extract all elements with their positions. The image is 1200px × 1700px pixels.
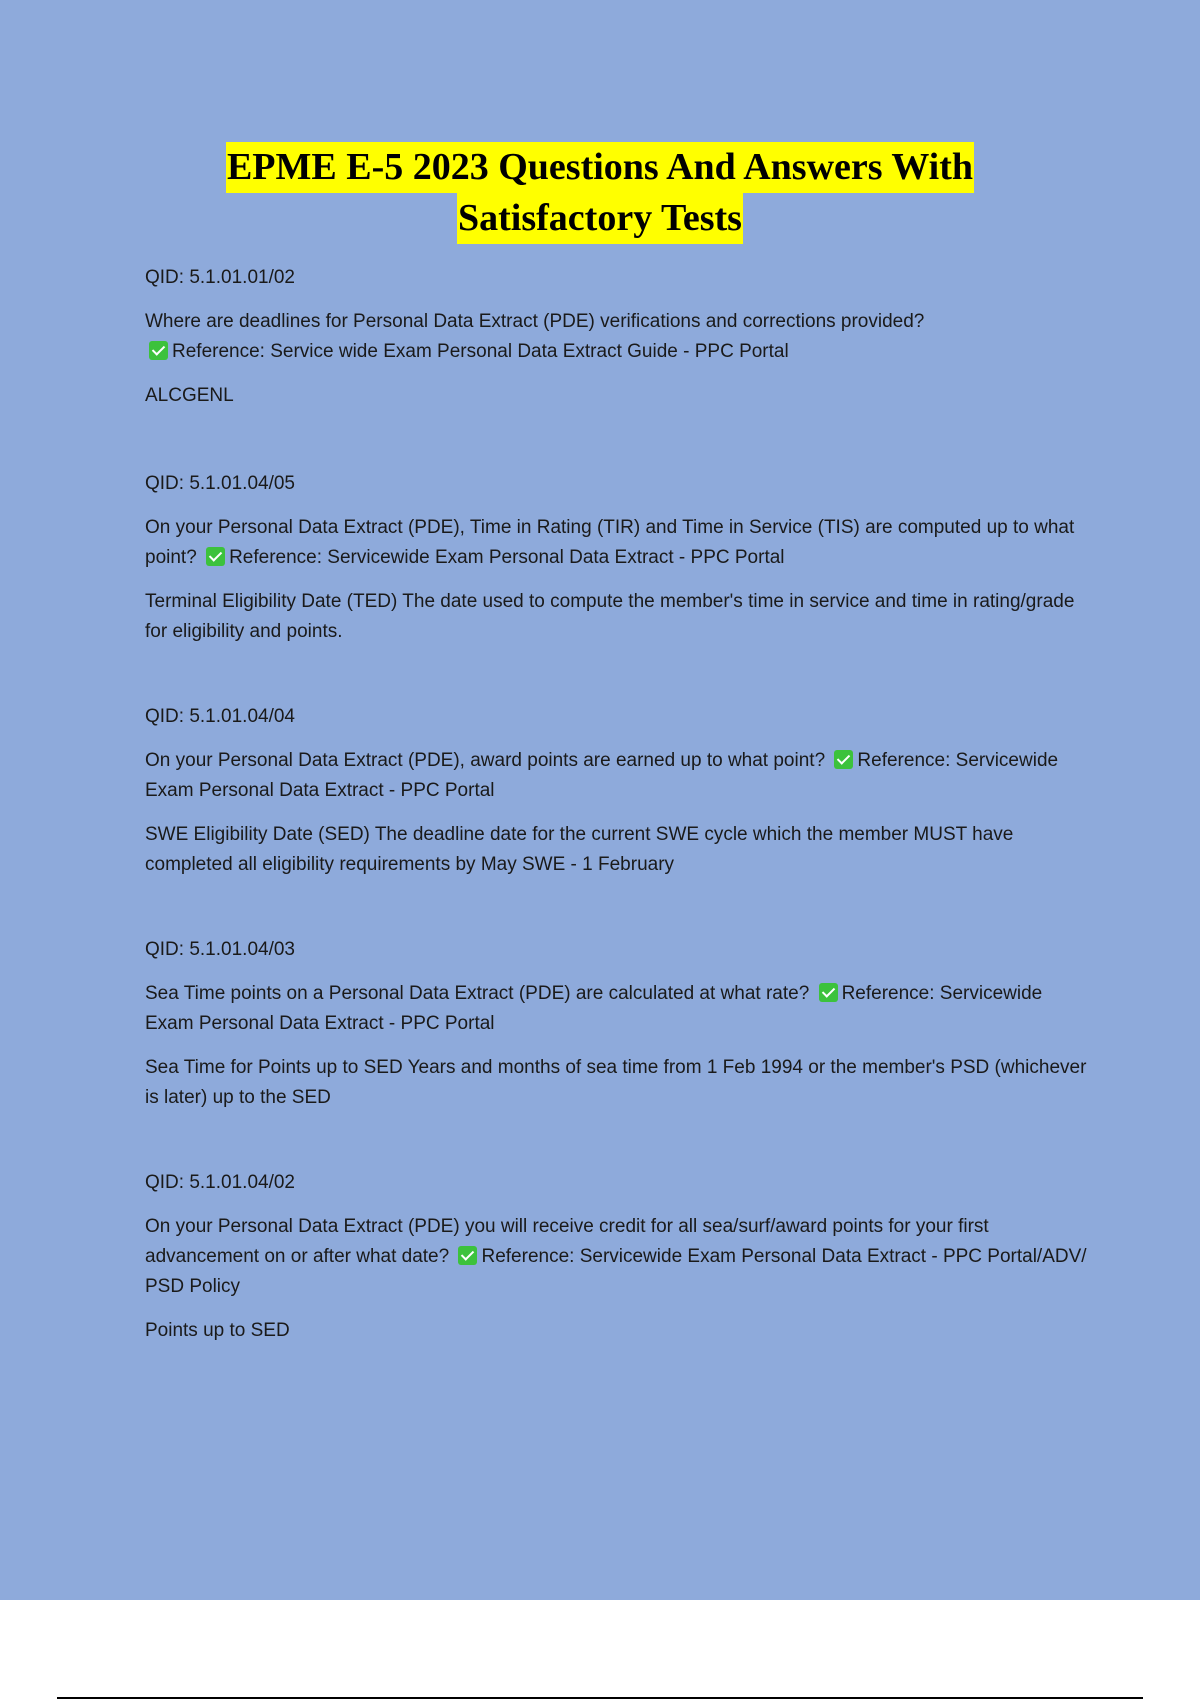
answer-text: ALCGENL [145,385,234,406]
question-body: Sea Time points on a Personal Data Extract (PDE) are calculated at what rate? [145,983,810,1004]
reference-text: Reference: Service wide Exam Personal Data Extract Guide - PPC Portal [172,341,789,362]
answer-text: Sea Time for Points up to SED Years and months of sea time from 1 Feb 1994 or the member's PSD (whichever is later) up to the SED [145,1057,1087,1108]
question-text [145,979,1095,1039]
qa-item [145,702,1095,880]
title-line-2: Satisfactory Tests [457,193,743,244]
question-body: On your Personal Data Extract (PDE), award points are earned up to what point? [145,750,826,771]
footer-divider [57,1697,1143,1699]
question-text [145,513,1095,573]
qa-item [145,469,1095,647]
qa-item [145,1168,1095,1346]
question-text [145,746,1095,806]
title-line-1: EPME E-5 2023 Questions And Answers With [226,142,974,193]
question-text [145,1212,1095,1302]
question-id: QID: 5.1.01.04/02 [145,1172,295,1193]
question-id: QID: 5.1.01.04/04 [145,706,295,727]
qa-item [145,935,1095,1113]
question-id: QID: 5.1.01.04/05 [145,473,295,494]
question-id: QID: 5.1.01.04/03 [145,939,295,960]
answer-text: Points up to SED [145,1320,290,1341]
qa-item [145,263,1095,411]
reference-text: Reference: Servicewide Exam Personal Data Extract - PPC Portal [145,750,1059,801]
question-body: On your Personal Data Extract (PDE), Time in Rating (TIR) and Time in Service (TIS) are computed up to what point? [145,517,1075,568]
answer-text: SWE Eligibility Date (SED) The deadline date for the current SWE cycle which the member MUST have completed all eligibility requirements by May SWE - 1 February [145,824,1014,875]
check-mark-icon [206,547,225,566]
check-mark-icon [834,750,853,769]
qa-list [145,263,1095,1401]
check-mark-icon [819,983,838,1002]
question-id: QID: 5.1.01.01/02 [145,267,295,288]
question-body: On your Personal Data Extract (PDE) you will receive credit for all sea/surf/award points for your first advancement on or after what date? [145,1216,989,1267]
check-mark-icon [149,341,168,360]
reference-text: Reference: Servicewide Exam Personal Data Extract - PPC Portal [229,547,785,568]
answer-text: Terminal Eligibility Date (TED) The date used to compute the member's time in service and time in rating/grade for eligibility and points. [145,591,1075,642]
question-text [145,307,1095,367]
document-title [0,142,1200,244]
reference-text: Reference: Servicewide Exam Personal Data Extract - PPC Portal/ADV/ PSD Policy [145,1246,1087,1297]
question-body: Where are deadlines for Personal Data Extract (PDE) verifications and corrections provided? [145,311,925,332]
check-mark-icon [458,1246,477,1265]
reference-text: Reference: Servicewide Exam Personal Data Extract - PPC Portal [145,983,1043,1034]
